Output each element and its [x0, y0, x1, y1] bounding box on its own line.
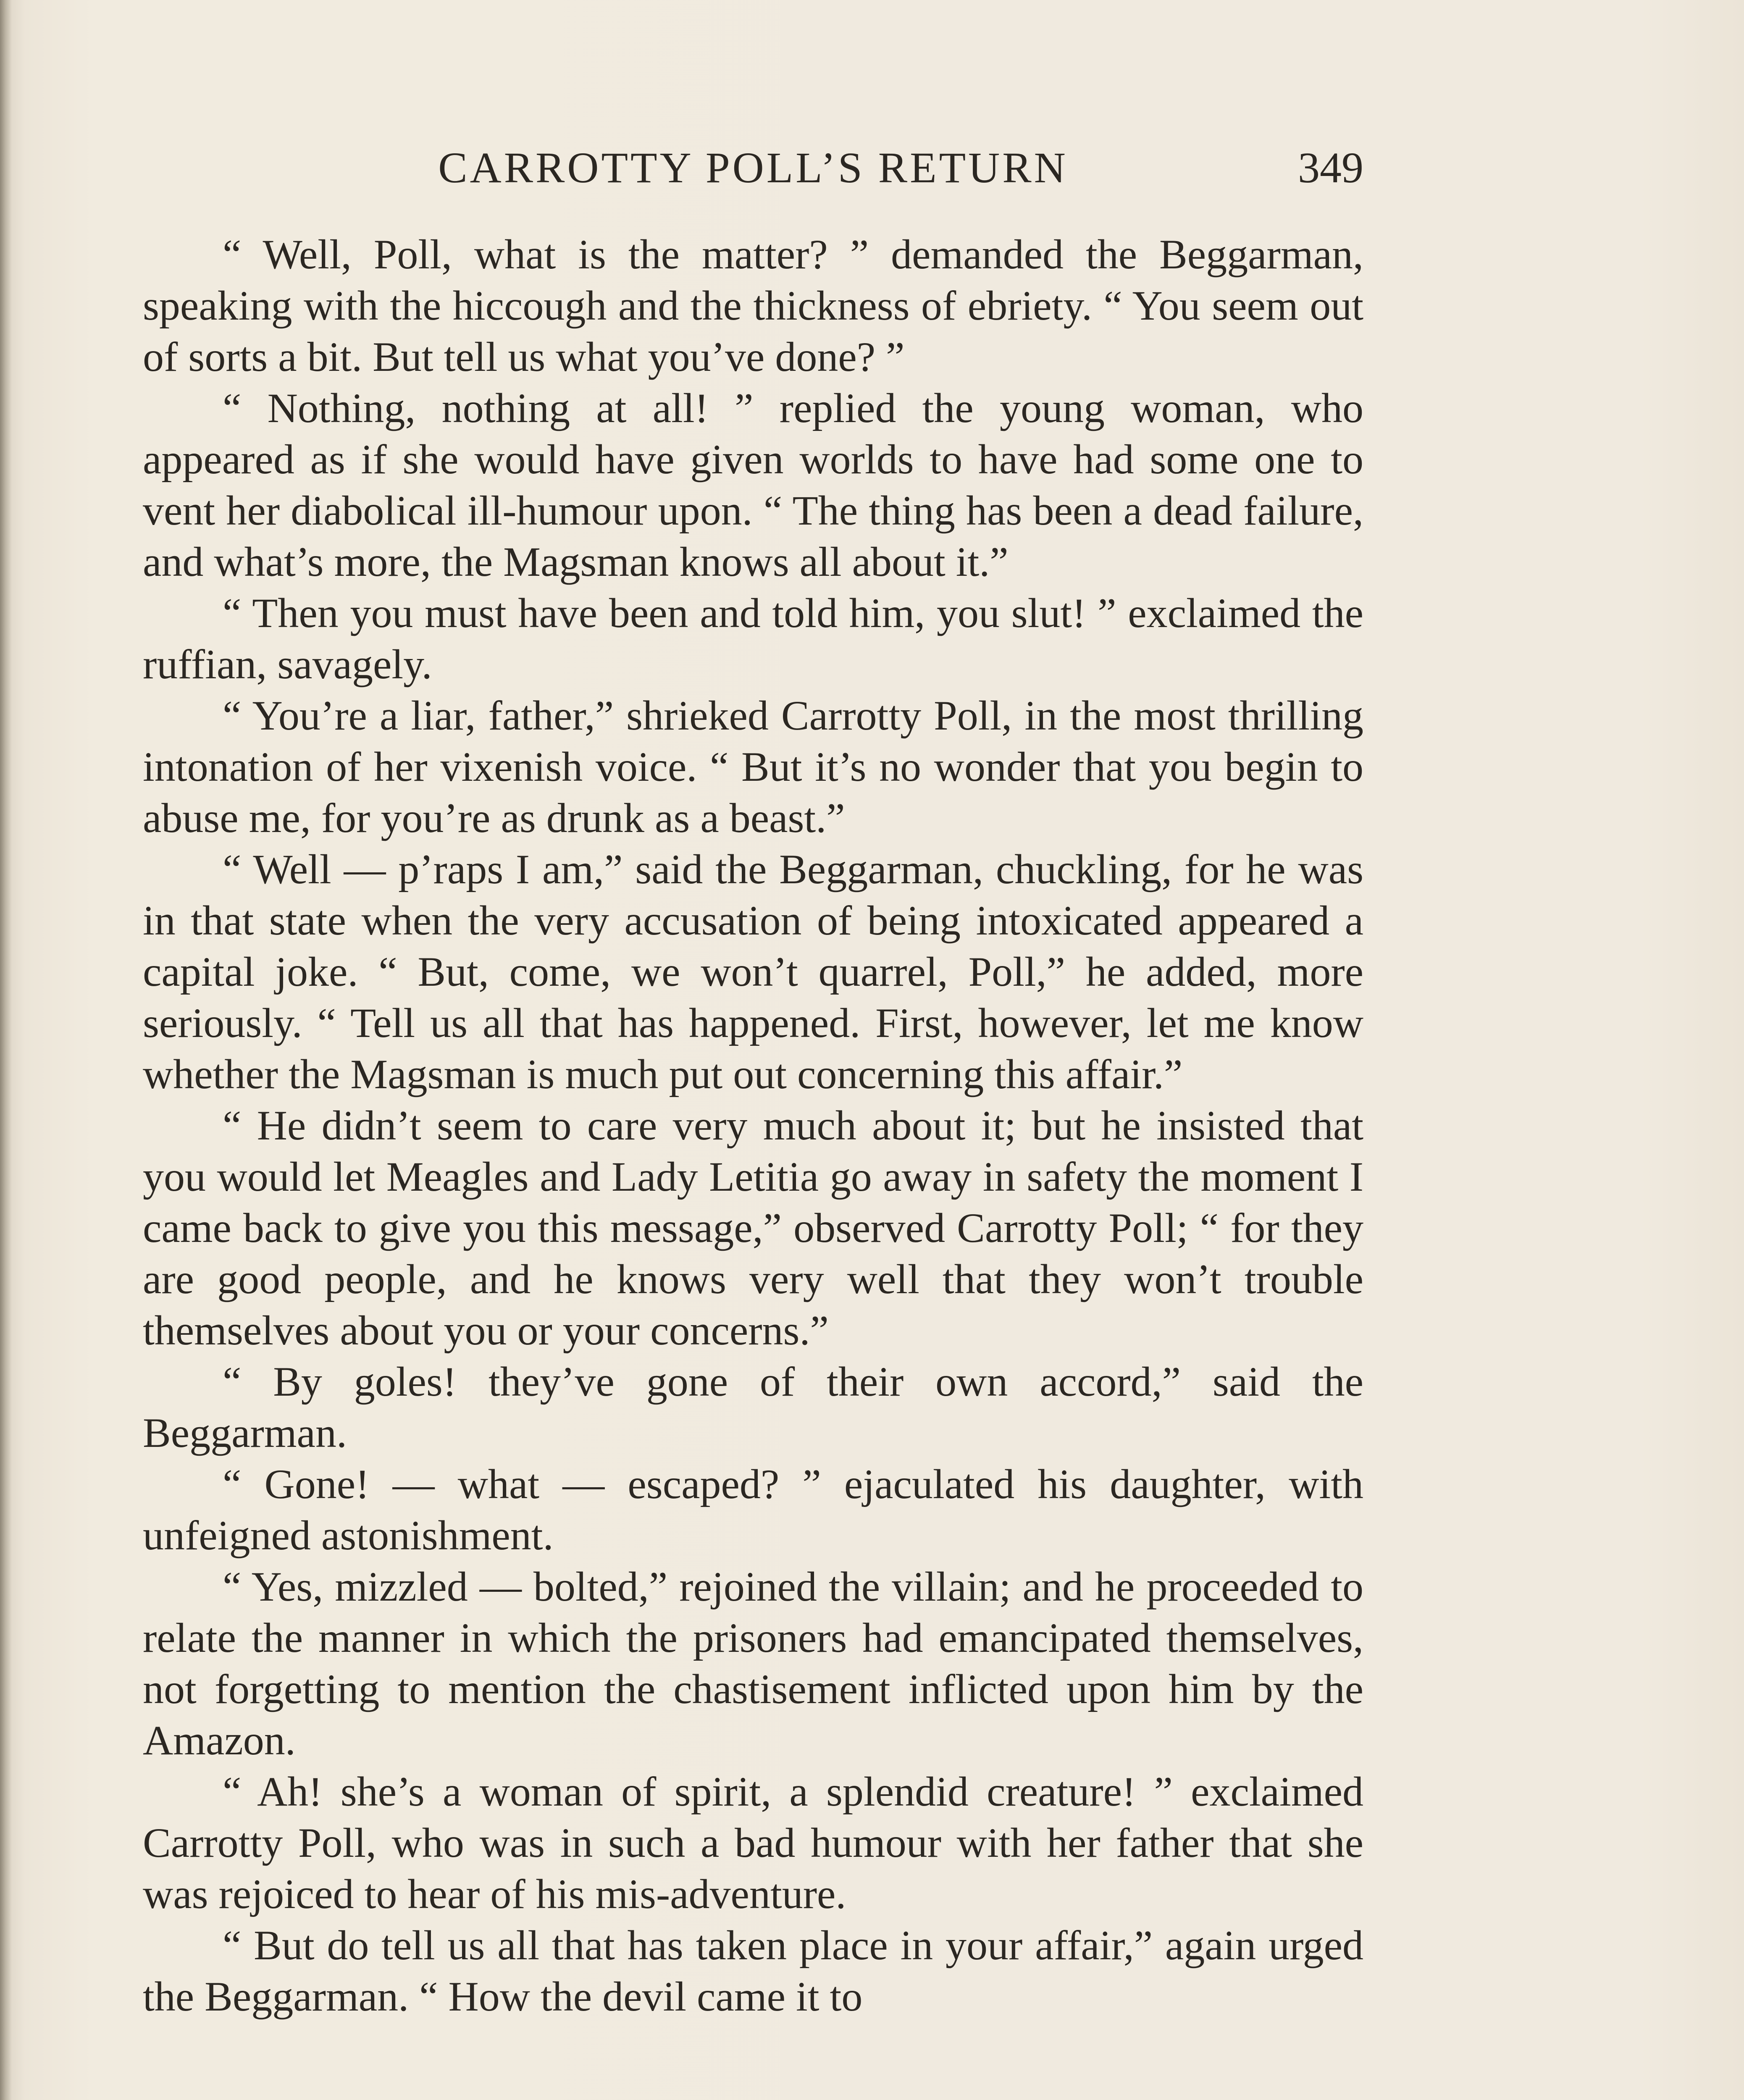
paragraph: “ Ah! she’s a woman of spirit, a splendid creature! ” exclaimed Carrotty Poll, who was in such a bad humour with her father that she was rejoiced to hear of his mis-adventure.	[143, 1768, 1363, 1917]
paragraph: “ Nothing, nothing at all! ” replied the young woman, who appeared as if she would have given worlds to have had some one to vent her diabolical ill-humour upon. “ The thing has been a dead failure, and what’s more, the Magsman knows all about it.”	[143, 385, 1363, 585]
paragraph: “ By goles! they’ve gone of their own accord,” said the Beggarman.	[143, 1358, 1363, 1456]
paragraph: “ Well — p’raps I am,” said the Beggarman, chuckling, for he was in that state when the very accusation of being intoxicated appeared a capital joke. “ But, come, we won’t quarrel, Poll,” he added, more seriously. “ Tell us all that has happened. First, however, let me know whether the Magsman is much put out concerning this affair.”	[143, 846, 1363, 1097]
paragraph: “ Gone! — what — escaped? ” ejaculated his daughter, with unfeigned astonishment.	[143, 1461, 1363, 1559]
body-text	[143, 229, 1363, 2022]
binding-shadow	[0, 0, 12, 2100]
page-number: 349	[1298, 144, 1363, 192]
paragraph: “ Yes, mizzled — bolted,” rejoined the villain; and he proceeded to relate the manner in which the prisoners had emancipated themselves, not forgetting to mention the chastisement inflicted upon him by the Amazon.	[143, 1563, 1363, 1764]
running-head	[143, 139, 1363, 197]
paragraph: “ Well, Poll, what is the matter? ” demanded the Beggarman, speaking with the hiccough and the thickness of ebriety. “ You seem out of sorts a bit. But tell us what you’ve done? ”	[143, 231, 1363, 380]
paragraph: “ But do tell us all that has taken place in your affair,” again urged the Beggarman. “ How the devil came it to	[143, 1922, 1363, 2020]
running-title: CARROTTY POLL’S RETURN	[438, 144, 1068, 192]
paragraph: “ He didn’t seem to care very much about it; but he insisted that you would let Meagles and Lady Letitia go away in safety the moment I came back to give you this message,” observed Carrotty Poll; “ for they are good people, and he knows very well that they won’t trouble themselves about you or your concerns.”	[143, 1102, 1363, 1354]
paragraph: “ You’re a liar, father,” shrieked Carrotty Poll, in the most thrilling intonation of her vixenish voice. “ But it’s no wonder that you begin to abuse me, for you’re as drunk as a beast.”	[143, 692, 1363, 841]
paragraph: “ Then you must have been and told him, you slut! ” exclaimed the ruffian, savagely.	[143, 590, 1363, 688]
